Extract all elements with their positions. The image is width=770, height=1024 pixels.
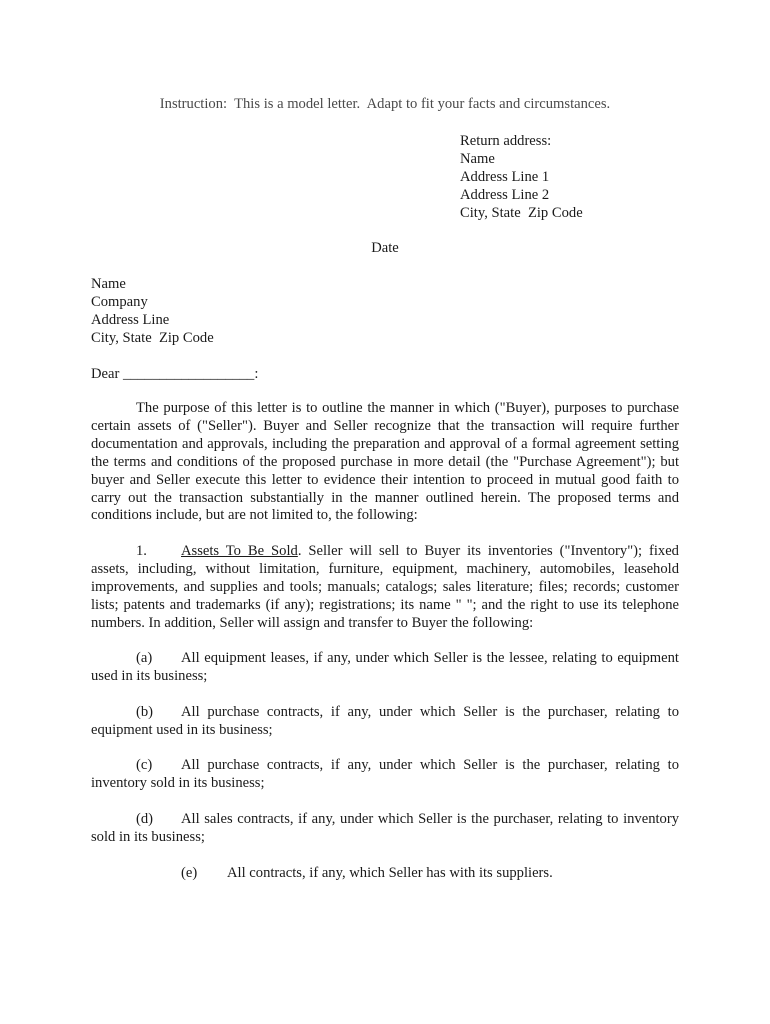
instruction-note: Instruction: This is a model letter. Adapt to fit your facts and circumstances. [159, 96, 611, 112]
section-1-heading: Assets To Be Sold [181, 543, 298, 559]
return-address-name: Name [460, 151, 495, 167]
recipient-name: Name [91, 276, 126, 292]
item-a-text: All equipment leases, if any, under which Seller is the lessee, relating to equipment used in its business; [91, 650, 679, 684]
return-address-line-2: Address Line 2 [460, 187, 550, 203]
salutation: Dear __________________: [91, 366, 259, 382]
item-b [91, 704, 679, 740]
section-1-text: . Seller will sell to Buyer its inventories ("Inventory"); fixed assets, including, without limitation, furniture, equipment, machinery, automobiles, leasehold improvements, and supplies and tools; manuals; catalogs; sales literature; files; records; customer lists; patents and trademarks (if any); registrations; its name " "; and the right to use its telephone numbers. In addition, Seller will assign and transfer to Buyer the following: [91, 543, 679, 631]
item-c [91, 757, 679, 793]
item-e-text: All contracts, if any, which Seller has with its suppliers. [227, 865, 553, 881]
return-address-city: City, State Zip Code [460, 205, 583, 221]
section-1-paragraph [91, 543, 679, 633]
item-a-label: (a) [136, 650, 153, 666]
section-1-number: 1. [136, 543, 147, 559]
intro-text: The purpose of this letter is to outline the manner in which ("Buyer), purposes to purchase certain assets of ("Seller"). Buyer and Seller recognize that the transaction will require further documentation and approvals, including the preparation and approval of a formal agreement setting the terms and conditions of the proposed purchase in more detail (the "Purchase Agreement"); but buyer and Seller execute this letter to evidence their intention to proceed in mutual good faith to carry out the transaction substantially in the manner outlined herein. The proposed terms and conditions include, but are not limited to, the following: [91, 400, 679, 524]
letter-date: Date [371, 240, 399, 256]
intro-paragraph [91, 400, 679, 525]
item-e [181, 864, 553, 882]
item-e-label: (e) [181, 865, 198, 881]
item-b-text: All purchase contracts, if any, under which Seller is the purchaser, relating to equipment used in its business; [91, 704, 679, 738]
item-c-label: (c) [136, 757, 153, 773]
return-address-heading: Return address: [460, 133, 552, 149]
return-address-line-1: Address Line 1 [460, 169, 550, 185]
item-d-label: (d) [136, 811, 154, 827]
item-c-text: All purchase contracts, if any, under which Seller is the purchaser, relating to inventory sold in its business; [91, 757, 679, 791]
item-b-label: (b) [136, 704, 154, 720]
recipient-company: Company [91, 294, 148, 310]
item-d [91, 811, 679, 847]
recipient-address: Address Line [91, 312, 170, 328]
item-a [91, 650, 679, 686]
item-d-text: All sales contracts, if any, under which Seller is the purchaser, relating to inventory sold in its business; [91, 811, 679, 845]
recipient-city: City, State Zip Code [91, 330, 214, 346]
